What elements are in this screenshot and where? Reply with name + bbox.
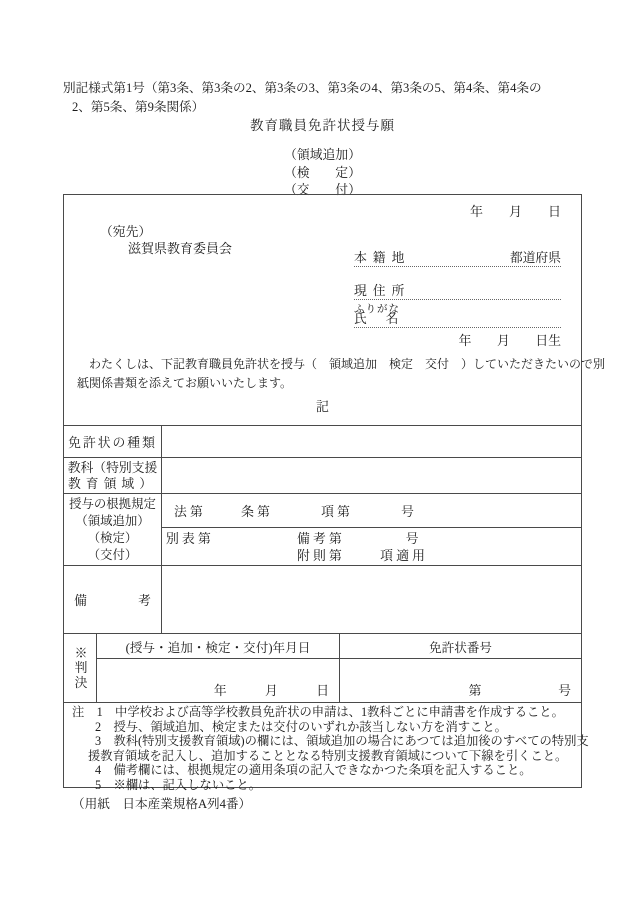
request-paragraph-line1: わたくしは、下記教育職員免許状を授与（ 領域追加 検定 交付 ）していただきたいので別 [77, 357, 606, 371]
application-form-box [63, 194, 606, 792]
form-reference-line1: 別記様式第1号（第3条、第3条の2、第3条の3、第3条の4、第3条の5、第4条、第4条の [63, 81, 542, 95]
legal-basis-law-line: 法 第 条 第 項 第 号 [174, 505, 414, 519]
type-line-issuance: （交 付） [284, 183, 361, 198]
legal-basis-label-cell [64, 494, 162, 565]
type-line-certification: （検 定） [284, 165, 361, 180]
form-reference-line2: 2、第5条、第9条関係） [72, 100, 205, 114]
application-type-lines [63, 147, 582, 200]
document-title: 教育職員免許状授与願 [250, 118, 395, 133]
legal-basis-label-line2: （領域追加） [75, 513, 150, 528]
furigana-label: ふりがな [354, 304, 400, 315]
record-heading: 記 [315, 399, 329, 414]
license-number-value: 第 号 [468, 684, 571, 698]
legal-basis-label-line1: 授与の根拠規定 [69, 496, 156, 511]
paper-spec-note: （用紙 日本産業規格A列4番） [72, 797, 252, 811]
license-type-label-cell [64, 426, 162, 457]
decision-date-column [97, 634, 340, 702]
legal-basis-label-line4: （交付） [87, 547, 138, 562]
license-number-header: 免許状番号 [340, 634, 581, 659]
name-row [354, 314, 561, 328]
appendix-remarks-line: 備 考 第 号 [297, 532, 419, 546]
remarks-value-cell [162, 566, 581, 633]
address-label: 現住所 [354, 284, 411, 298]
license-type-row [64, 426, 581, 457]
official-decision-row [64, 633, 581, 702]
domicile-label: 本籍地 [354, 251, 411, 265]
subject-row [64, 457, 581, 493]
note-line-3: 3 教科(特別支援教育領域)の欄には、領域追加の場合にあつては追加後のすべての特別支 [95, 734, 589, 748]
notes-section [64, 702, 589, 792]
type-line-territory-addition: （領域追加） [284, 148, 361, 162]
application-date-line: 年 月 日 [469, 204, 561, 219]
remarks-row [64, 565, 581, 633]
remarks-label: 備 考 [74, 594, 151, 608]
name-label: 氏 名 [354, 312, 402, 326]
appendix-table-label: 別 表 第 [166, 532, 211, 546]
birthdate-line: 年 月 日生 [458, 334, 561, 348]
subject-value-cell [162, 458, 581, 493]
note-line-5: 5 ※欄は、記入しないこと。 [95, 777, 262, 792]
note-line-2: 2 授与、領域追加、検定または交付のいずれか該当しない方を消すこと。 [95, 719, 507, 734]
request-paragraph-line2: 紙関係書類を添えてお願いいたします。 [77, 375, 293, 390]
note-line-3-continuation: 援教育領域を記入し、追加することとなる特別支援教育領域について下線を引くこと。 [88, 748, 568, 763]
domicile-prefecture-suffix: 都道府県 [509, 251, 561, 265]
decision-date-header: (授与・追加・検定・交付)年月日 [97, 634, 339, 659]
note-line-4: 4 備考欄には、根拠規定の適用条項の記入できなかつた条項を記入すること。 [95, 763, 532, 777]
appendix-detail-lines [297, 531, 425, 565]
subject-label-line1: 教科（特別支援 [67, 460, 158, 475]
addressee-name: 滋賀県教育委員会 [128, 241, 233, 256]
remarks-label-cell [64, 566, 162, 633]
decision-label: ※判決 [72, 645, 87, 691]
license-number-column [340, 634, 581, 702]
license-details-table [64, 425, 589, 792]
legal-basis-appendix-block [162, 527, 581, 565]
legal-basis-row [64, 493, 581, 565]
address-row [354, 281, 561, 300]
applicant-info-block [354, 248, 561, 349]
subject-label-cell [64, 458, 162, 493]
addressee-label: （宛先） [100, 225, 152, 239]
note-line-1: 注 1 中学校および高等学校教員免許状の申請は、1教科ごとに申請書を作成すること。 [72, 705, 564, 719]
license-type-label: 免許状の種類 [68, 436, 157, 450]
decision-label-cell [64, 634, 97, 702]
request-paragraph [77, 355, 606, 392]
legal-basis-label-line3: （検定） [87, 530, 138, 545]
appendix-supplement-line: 附 則 第 項 適 用 [297, 549, 425, 563]
domicile-row [354, 248, 561, 267]
legal-basis-value-cell [162, 494, 581, 565]
license-type-value-cell [162, 426, 581, 457]
decision-date-value: 年 月 日 [213, 684, 329, 698]
subject-label-line2: 教育領域） [68, 476, 157, 491]
